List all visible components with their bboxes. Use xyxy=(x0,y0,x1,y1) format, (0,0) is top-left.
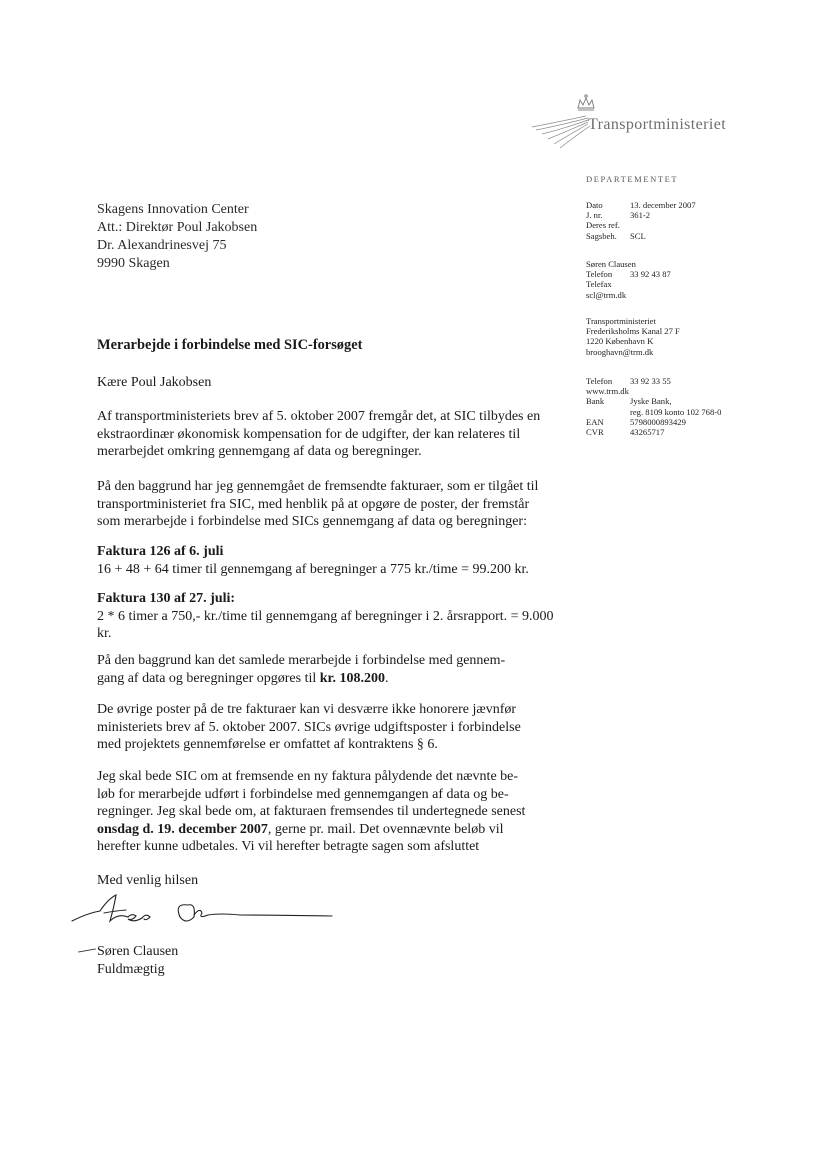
invoice-text: 2 * 6 timer a 750,- kr./time til gennemgang af beregninger i 2. årsrapport. = 9.000 xyxy=(97,608,554,624)
paragraph-line: løb for merarbejde udført i forbindelse med gennemgangen af data og be- xyxy=(97,786,509,802)
meta-row-ref xyxy=(586,220,696,230)
recipient-address xyxy=(97,201,257,273)
paragraph-line: Af transportministeriets brev af 5. oktober 2007 fremgår det, at SIC tilbydes en xyxy=(97,409,541,424)
contact-value: 33 92 33 55 xyxy=(630,376,671,386)
recipient-line: Skagens Innovation Center xyxy=(97,202,249,217)
paragraph-line: transportministeriet fra SIC, med henblik på at opgøre de poster, der fremstår xyxy=(97,496,530,512)
meta-label: Sagsbeh. xyxy=(586,230,617,241)
recipient-line: Att.: Direktør Poul Jakobsen xyxy=(97,220,258,235)
caseworker-email[interactable]: scl@trm.dk xyxy=(586,289,627,300)
meta-row-date xyxy=(586,200,696,210)
contact-label: EAN xyxy=(586,416,604,427)
paragraph-3 xyxy=(97,652,505,687)
text-run: , gerne pr. mail. Det ovennævnte beløb vil xyxy=(267,821,504,837)
contact-label xyxy=(586,407,630,417)
ministry-contact xyxy=(586,376,721,437)
signature-dash xyxy=(78,948,96,952)
signer-name: Søren Clausen xyxy=(97,944,179,959)
signer-title: Fuldmægtig xyxy=(97,962,165,977)
meta-value: SCL xyxy=(630,230,646,241)
invoice-title: Faktura 130 af 27. juli: xyxy=(97,591,236,606)
invoice-text: 16 + 48 + 64 timer til gennemgang af beregninger a 775 kr./time = 99.200 kr. xyxy=(97,561,529,577)
crown-icon xyxy=(578,95,594,110)
meta-value: 361-2 xyxy=(630,210,651,221)
handwritten-signature xyxy=(70,893,340,933)
swoosh-lines xyxy=(532,116,590,148)
paragraph-line xyxy=(97,821,525,839)
paragraph-line xyxy=(97,670,505,688)
paragraph-2 xyxy=(97,478,538,531)
paragraph-line: ekstraordinær økonomisk kompensation for de udgifter, der kan relateres til xyxy=(97,426,521,442)
paragraph-line: På den baggrund har jeg gennemgået de fremsendte fakturaer, som er tilgået til xyxy=(97,479,539,494)
meta-label: Dato xyxy=(586,200,603,210)
paragraph-line: På den baggrund kan det samlede merarbejde i forbindelse med gennem- xyxy=(97,653,506,668)
paragraph-line: som merarbejde i forbindelse med SICs gennemgang af data og beregninger: xyxy=(97,514,527,529)
paragraph-line: herefter kunne udbetales. Vi vil herefter betragte sagen som afsluttet xyxy=(97,839,480,854)
paragraph-line: med projektets gennemførelse er omfattet af kontraktens § 6. xyxy=(97,737,438,752)
invoice-text: kr. xyxy=(97,626,112,641)
recipient-line: Dr. Alexandrinesvej 75 xyxy=(97,238,227,253)
letter-meta xyxy=(586,200,696,241)
paragraph-line: De øvrige poster på de tre fakturaer kan vi desværre ikke honorere jævnfør xyxy=(97,702,517,717)
contact-value: Jyske Bank, xyxy=(630,396,672,407)
paragraph-line: Jeg skal bede SIC om at fremsende en ny faktura pålydende det nævnte be- xyxy=(97,769,519,784)
paragraph-5 xyxy=(97,768,525,856)
paragraph-line: ministeriets brev af 5. oktober 2007. SICs øvrige udgiftsposter i forbindelse xyxy=(97,719,521,735)
meta-label: J. nr. xyxy=(586,210,603,221)
total-amount: kr. 108.200 xyxy=(319,670,385,686)
caseworker-contact xyxy=(586,259,671,300)
invoice-2 xyxy=(97,590,554,643)
meta-row-caseworker xyxy=(586,231,696,241)
signer-block xyxy=(97,943,178,979)
contact-value: reg. 8109 konto 102 768-0 xyxy=(630,406,722,417)
meta-label: Deres ref. xyxy=(586,220,620,231)
department-label: DEPARTEMENTET xyxy=(586,174,679,184)
caseworker-name: Søren Clausen xyxy=(586,259,636,269)
invoice-1 xyxy=(97,543,529,578)
contact-label: CVR xyxy=(586,427,604,438)
paragraph-line: merarbejdet omkring gennemgang af data og beregninger. xyxy=(97,444,422,459)
contact-label: Telefon xyxy=(586,376,613,386)
meta-value: 13. december 2007 xyxy=(630,200,696,210)
text-run: gang af data og beregninger opgøres til xyxy=(97,670,320,686)
recipient-line: 9990 Skagen xyxy=(97,256,170,271)
ministry-street: Frederiksholms Kanal 27 F xyxy=(586,326,680,337)
meta-row-jnr xyxy=(586,210,696,220)
ministry-email[interactable]: brooghavn@trm.dk xyxy=(586,346,654,357)
letter-subject: Merarbejde i forbindelse med SIC-forsøget xyxy=(97,337,363,353)
salutation: Kære Poul Jakobsen xyxy=(97,375,212,390)
ministry-city: 1220 København K xyxy=(586,336,654,347)
deadline-date: onsdag d. 19. december 2007 xyxy=(97,821,268,837)
invoice-title: Faktura 126 af 6. juli xyxy=(97,544,224,559)
text-run: . xyxy=(384,670,389,686)
phone-label: Telefon xyxy=(586,269,613,280)
ministry-address xyxy=(586,316,680,357)
contact-value: 5798000893429 xyxy=(630,416,686,427)
paragraph-4 xyxy=(97,701,521,754)
paragraph-1 xyxy=(97,408,540,461)
phone-value: 33 92 43 87 xyxy=(630,269,671,280)
paragraph-line: regninger. Jeg skal bede om, at fakturaen fremsendes til undertegnede senest xyxy=(97,804,526,819)
ministry-name: Transportministeriet xyxy=(586,316,656,326)
logo-wordmark: Transportministeriet xyxy=(588,116,727,133)
website-link[interactable]: www.trm.dk xyxy=(586,386,629,397)
contact-value: 43265717 xyxy=(630,427,665,438)
contact-label: Bank xyxy=(586,396,605,407)
closing: Med venlig hilsen xyxy=(97,873,199,888)
fax-label: Telefax xyxy=(586,279,612,290)
